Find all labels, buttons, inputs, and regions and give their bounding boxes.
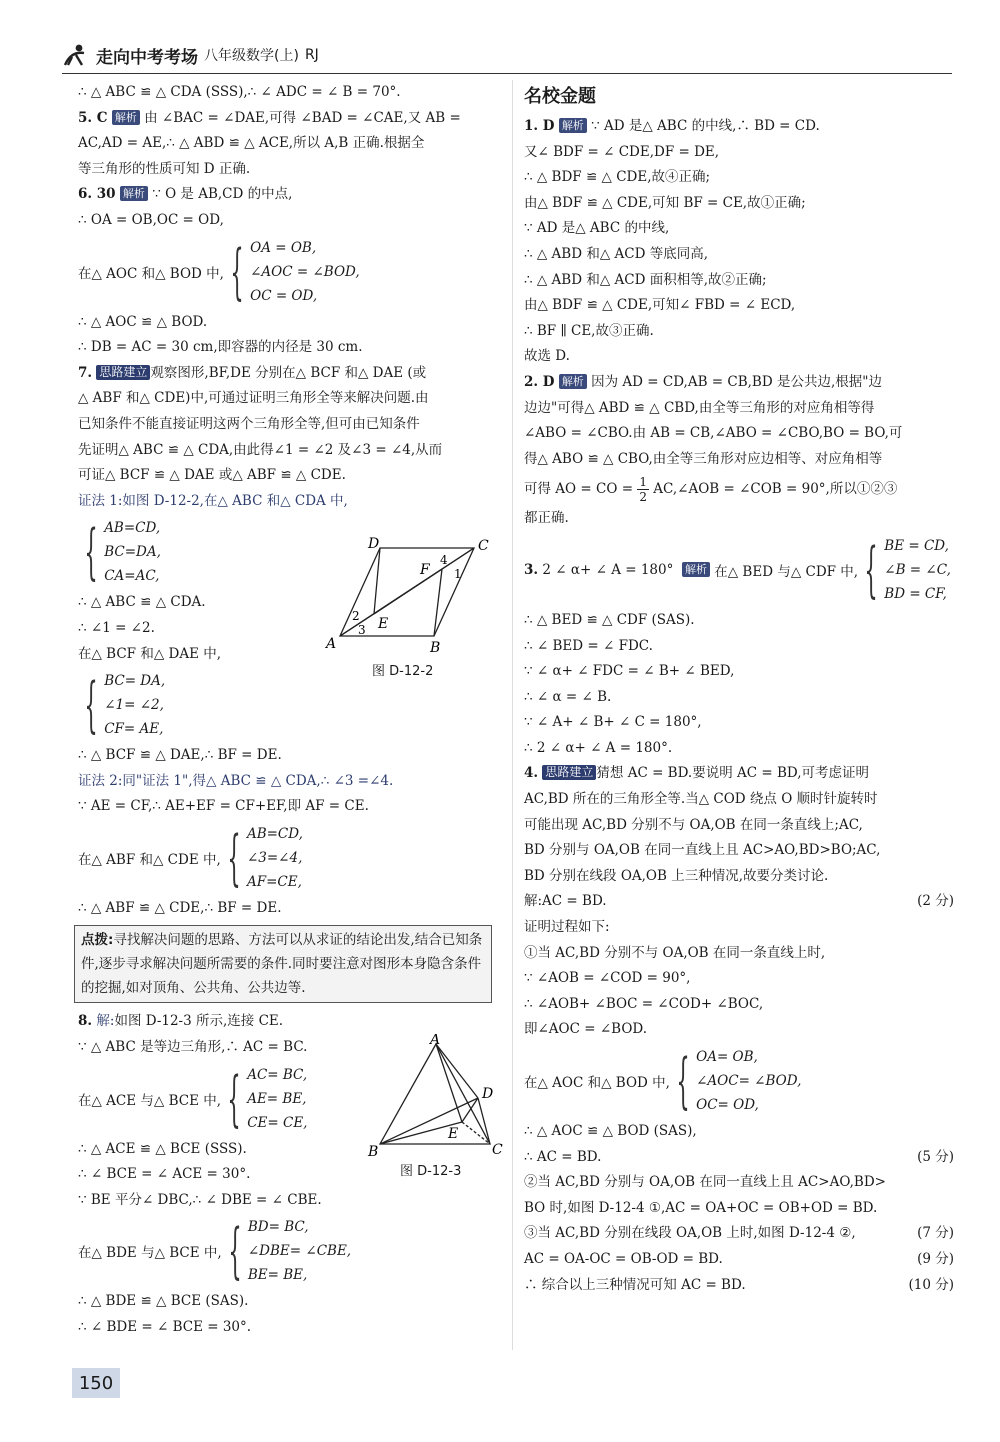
- question-4: [524, 761, 954, 787]
- right-column: [524, 80, 954, 1298]
- text-line: △ ABF 和△ CDE)中,可通过证明三角形全等来解决问题.由: [78, 390, 429, 407]
- condition: BD = CF,: [884, 585, 947, 602]
- text-part: ∴ AC = BD.: [524, 1148, 602, 1165]
- brace: {: [227, 1063, 241, 1134]
- question-number: 5. C: [78, 109, 108, 126]
- text-line: ∴ DB = AC = 30 cm,即容器的内径是 30 cm.: [78, 339, 363, 356]
- system-intro: 在△ BED 与△ CDF 中,: [714, 563, 859, 580]
- text-line: 等三角形的性质可知 D 正确.: [78, 160, 251, 177]
- text-line: [524, 1247, 954, 1273]
- condition: ∠3=∠4,: [246, 849, 303, 866]
- condition: BD= BC,: [247, 1219, 309, 1236]
- text-line: ∵ BE 平分∠ DBC,∴ ∠ DBE = ∠ CBE.: [78, 1191, 322, 1208]
- point-label: B: [430, 640, 441, 656]
- column-divider: [512, 80, 513, 1350]
- text-line: ∴ △ BCF ≌ △ DAE,∴ BF = DE.: [78, 747, 282, 764]
- text-line: 边边"可得△ ABD ≌ △ CBD,由全等三角形的对应角相等得: [524, 399, 875, 416]
- text-line: ∴ 2 ∠ α+ ∠ A = 180°.: [524, 739, 673, 756]
- text-line: ∴ △ ABC ≌ △ CDA.: [78, 594, 206, 611]
- brace: {: [227, 822, 241, 893]
- equation-system: [524, 1045, 954, 1117]
- text-line: ∴ △ BED ≌ △ CDF (SAS).: [524, 611, 695, 628]
- text-line: ∴ △ ACE ≌ △ BCE (SSS).: [78, 1140, 247, 1157]
- text-line: ∴ △ BDF ≌ △ CDE,故④正确;: [524, 169, 711, 186]
- analysis-tag: 解析: [112, 110, 140, 125]
- equation-system: [78, 669, 498, 741]
- text-line: ∴ △ ABC ≌ △ CDA (SSS),∴ ∠ ADC = ∠ B = 70°.: [78, 84, 401, 100]
- text-line: 先证明△ ABC ≌ △ CDA,由此得∠1 = ∠2 及∠3 = ∠4,从而: [78, 441, 443, 458]
- text-line: AC,AD = AE,∴ △ ABD ≌ △ ACE,所以 A,B 正确.根据全: [78, 135, 425, 152]
- condition: OA = OB,: [250, 239, 317, 256]
- text-line: BD 分别在线段 OA,OB 上三种情况,故要分类讨论.: [524, 867, 829, 884]
- condition: OA= OB,: [696, 1049, 758, 1065]
- condition: BC= DA,: [104, 673, 166, 690]
- tip-text: 寻找解决问题的思路、方法可以从求证的结论出发,结合已知条件,逐步寻求解决问题所需要的条件.同时要注意对图形本身隐含条件的挖掘,如对顶角、公共角、公共边等.: [81, 932, 483, 997]
- condition: OC= OD,: [696, 1097, 759, 1113]
- angle-label: 3: [358, 623, 366, 637]
- text-line: 得△ ABO ≌ △ CBO,由全等三角形对应边相等、对应角相等: [524, 450, 883, 467]
- point-label: F: [420, 562, 430, 578]
- approach-tag: 思路建立: [542, 765, 596, 780]
- text-line: 已知条件不能直接证明这两个三角形全等,但可由已知条件: [78, 415, 420, 432]
- question-number: 8.: [78, 1013, 93, 1030]
- text-line: ∴ ∠ BCE = ∠ ACE = 30°.: [78, 1166, 251, 1183]
- text-line: BO 时,如图 D-12-4 ①,AC = OA+OC = OB+OD = BD.: [524, 1199, 878, 1216]
- point-label: C: [492, 1142, 503, 1158]
- brace: {: [84, 517, 98, 588]
- text-line: 可证△ BCF ≌ △ DAE 或△ ABF ≌ △ CDE.: [78, 467, 346, 484]
- text-part: ∴ 综合以上三种情况可知 AC = BD.: [524, 1276, 746, 1293]
- method-2: 证法 2:同"证法 1",得△ ABC ≌ △ CDA,∴ ∠3 =∠4.: [78, 772, 394, 789]
- condition: OC = OD,: [250, 287, 318, 304]
- text-line: ∵ △ ABC 是等边三角形,∴ AC = BC.: [78, 1039, 308, 1056]
- question-number: 2. D: [524, 373, 555, 390]
- angle-label: 2: [352, 609, 360, 623]
- question-1: [524, 114, 954, 140]
- brace: {: [84, 670, 98, 741]
- system-intro: 在△ BDE 与△ BCE 中,: [78, 1245, 222, 1262]
- question-number: 7.: [78, 364, 93, 381]
- text-part: 可得 AO = CO =: [524, 481, 634, 498]
- point-label: D: [482, 1086, 494, 1102]
- text-line: ∴ ∠1 = ∠2.: [78, 619, 155, 636]
- text-line: 即∠AOC = ∠BOD.: [524, 1021, 648, 1038]
- text-line: ∴ △ AOC ≌ △ BOD.: [78, 313, 208, 330]
- question-number: 4.: [524, 765, 539, 782]
- question-2: [524, 370, 954, 396]
- question-number: 6. 30: [78, 186, 116, 203]
- text-line: ③当 AC,BD 分别在线段 OA,OB 上时,如图 D-12-4 ②,: [524, 1225, 856, 1242]
- condition: ∠1= ∠2,: [104, 697, 164, 714]
- figure-d-12-3: [366, 1034, 506, 1158]
- brace: {: [864, 534, 878, 605]
- text-line: [524, 889, 954, 915]
- text-line: ∵ AD 是△ ABC 的中线,: [524, 220, 670, 237]
- method-1: 证法 1:如图 D-12-2,在△ ABC 和△ CDA 中,: [78, 492, 348, 509]
- fraction-numerator: 1: [639, 475, 647, 490]
- analysis-tag: 解析: [559, 374, 587, 389]
- question-3: [524, 534, 954, 606]
- analysis-tag: 解析: [120, 186, 148, 201]
- fraction-denominator: 2: [639, 490, 647, 505]
- score: (7 分): [917, 1225, 954, 1242]
- condition: AC= BC,: [247, 1066, 308, 1083]
- condition: ∠B = ∠C,: [884, 561, 951, 578]
- condition: AE= BE,: [247, 1090, 307, 1107]
- equation-system: [78, 236, 498, 308]
- text-line: [524, 472, 954, 506]
- point-label: E: [448, 1126, 459, 1142]
- figure-caption: 图 D-12-2: [372, 664, 434, 679]
- text-line: 由 ∠BAC = ∠DAE,可得 ∠BAD = ∠CAE,又 AB =: [144, 109, 461, 126]
- text-line: ∠ABO = ∠CBO.由 AB = CB,∠ABO = ∠CBO,BO = BO,可: [524, 425, 903, 442]
- figure-d-12-2: [322, 536, 502, 656]
- text-line: ∴ △ ABF ≌ △ CDE,∴ BF = DE.: [78, 899, 282, 916]
- text-line: 在△ BCF 和△ DAE 中,: [78, 645, 222, 662]
- edition-label: RJ: [304, 47, 319, 63]
- condition: BC=DA,: [104, 544, 161, 561]
- tip-box: [74, 925, 492, 1003]
- approach-tag: 思路建立: [96, 365, 150, 380]
- text-line: 故选 D.: [524, 348, 570, 365]
- score: (9 分): [917, 1250, 954, 1267]
- condition: ∠AOC= ∠BOD,: [696, 1073, 802, 1089]
- text-line: 证明过程如下:: [524, 919, 610, 936]
- angle-label: 1: [454, 567, 462, 581]
- question-number: 3.: [524, 561, 539, 578]
- condition: ∠AOC = ∠BOD,: [250, 263, 360, 280]
- text-line: AC,BD 所在的三角形全等.当△ COD 绕点 O 顺时针旋转时: [524, 791, 878, 808]
- brace: {: [230, 236, 244, 307]
- condition: BE= BE,: [247, 1267, 308, 1284]
- text-line: ∴ OA = OB,OC = OD,: [78, 211, 224, 228]
- text-line: ∴ △ BDE ≌ △ BCE (SAS).: [78, 1293, 249, 1310]
- condition: AB=CD,: [104, 520, 161, 537]
- point-label: D: [368, 536, 380, 552]
- point-label: B: [368, 1144, 379, 1158]
- tip-label: 点拨:: [81, 932, 114, 949]
- point-label: A: [430, 1034, 441, 1048]
- figure-caption: 图 D-12-3: [400, 1164, 462, 1179]
- text-line: 观察图形,BF,DE 分别在△ BCF 和△ DAE (或: [150, 364, 427, 381]
- brace: {: [228, 1216, 242, 1287]
- text-line: 如图 D-12-3 所示,连接 CE.: [114, 1013, 284, 1030]
- question-6: [78, 182, 498, 208]
- text-line: ②当 AC,BD 分别与 OA,OB 在同一直线上且 AC>AO,BD>: [524, 1174, 886, 1191]
- point-label: E: [378, 616, 389, 632]
- text-line: ∵ ∠ A+ ∠ B+ ∠ C = 180°,: [524, 714, 702, 731]
- angle-label: 4: [440, 553, 448, 567]
- brace: {: [676, 1046, 690, 1116]
- score: (2 分): [917, 893, 954, 910]
- text-line: ∴ △ ABD 和△ ACD 等底同高,: [524, 245, 708, 262]
- page-header: [62, 42, 319, 68]
- text-line: ∵ ∠ α+ ∠ FDC = ∠ B+ ∠ BED,: [524, 663, 735, 680]
- text-line: 都正确.: [524, 510, 569, 527]
- solution: 解:AC = BD.: [524, 893, 607, 910]
- text-line: 可能出现 AC,BD 分别不与 OA,OB 在同一条直线上;AC,: [524, 816, 863, 833]
- equation-system: [78, 822, 498, 894]
- text-part: AC,∠AOB = ∠COB = 90°,所以①②③: [653, 481, 898, 498]
- text-line: ∴ ∠ α = ∠ B.: [524, 688, 612, 705]
- text-line: ∵ AD 是△ ABC 的中线,∴ BD = CD.: [591, 118, 820, 134]
- text-line: 因为 AD = CD,AB = CB,BD 是公共边,根据"边: [591, 373, 882, 390]
- text-line: ∴ ∠ BED = ∠ FDC.: [524, 637, 653, 654]
- condition: BE = CD,: [884, 537, 949, 554]
- answer: 2 ∠ α+ ∠ A = 180°: [542, 561, 674, 578]
- analysis-tag: 解析: [682, 562, 710, 577]
- text-line: ∵ O 是 AB,CD 的中点,: [152, 186, 293, 203]
- text-line: ∴ ∠AOB+ ∠BOC = ∠COD+ ∠BOC,: [524, 995, 764, 1012]
- system-intro: 在△ AOC 和△ BOD 中,: [524, 1075, 670, 1091]
- fraction: [637, 475, 649, 504]
- point-label: A: [326, 636, 337, 652]
- section-title: 名校金题: [524, 86, 596, 107]
- system-intro: 在△ AOC 和△ BOD 中,: [78, 265, 224, 282]
- text-line: ∴ △ ABD 和△ ACD 面积相等,故②正确;: [524, 271, 767, 288]
- text-line: 又∠ BDF = ∠ CDE,DF = DE,: [524, 143, 720, 160]
- question-8: [78, 1009, 498, 1035]
- text-line: ∵ AE = CF,∴ AE+EF = CF+EF,即 AF = CE.: [78, 798, 369, 815]
- question-7: [78, 361, 498, 387]
- text-line: ①当 AC,BD 分别不与 OA,OB 在同一条直线上时,: [524, 944, 826, 961]
- condition: CE= CE,: [247, 1114, 308, 1131]
- condition: AB=CD,: [246, 825, 303, 842]
- text-line: [524, 1273, 954, 1299]
- header-divider: [62, 73, 952, 74]
- text-line: ∴ ∠ BDE = ∠ BCE = 30°.: [78, 1319, 252, 1336]
- text-line: ∴ BF ∥ CE,故③正确.: [524, 322, 654, 339]
- text-line: BD 分别与 OA,OB 在同一直线上且 AC>AO,BD>BO;AC,: [524, 842, 881, 859]
- question-5: [78, 106, 498, 132]
- text-line: ∴ △ AOC ≌ △ BOD (SAS),: [524, 1123, 697, 1139]
- system-intro: 在△ ACE 与△ BCE 中,: [78, 1092, 222, 1109]
- question-number: 1. D: [524, 118, 555, 134]
- score: (5 分): [917, 1148, 954, 1165]
- runner-logo-icon: [62, 43, 90, 67]
- condition: CA=AC,: [104, 568, 160, 585]
- text-line: 猜想 AC = BD.要说明 AC = BD,可考虑证明: [596, 765, 870, 782]
- text-line: [524, 1145, 954, 1171]
- system-intro: 在△ ABF 和△ CDE 中,: [78, 851, 221, 868]
- score: (10 分): [908, 1276, 954, 1293]
- text-line: 由△ BDF ≌ △ CDE,可知 BF = CE,故①正确;: [524, 194, 806, 211]
- text-line: 由△ BDF ≌ △ CDE,可知∠ FBD = ∠ ECD,: [524, 297, 796, 314]
- condition: CF= AE,: [104, 721, 164, 738]
- page-number: 150: [72, 1368, 120, 1398]
- equation-system: [78, 1215, 498, 1287]
- analysis-tag: 解析: [559, 118, 587, 133]
- book-subtitle: 八年级数学(上): [204, 48, 299, 64]
- series-title: 走向中考考场: [96, 47, 198, 68]
- condition: ∠DBE= ∠CBE,: [247, 1243, 352, 1260]
- solution-label: 解:: [96, 1013, 115, 1030]
- point-label: C: [478, 538, 489, 554]
- condition: AF=CE,: [246, 873, 302, 890]
- text-line: ∵ ∠AOB = ∠COD = 90°,: [524, 970, 691, 987]
- text-part: AC = OA-OC = OB-OD = BD.: [524, 1250, 723, 1267]
